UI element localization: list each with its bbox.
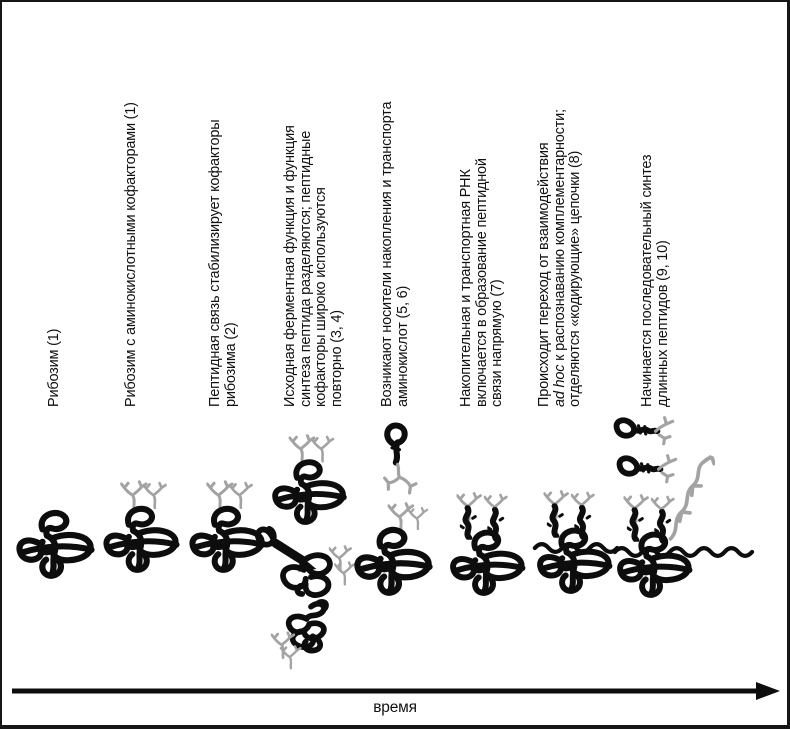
stage-label-8 bbox=[640, 155, 671, 407]
proto-ribosome-with-trna-icon bbox=[446, 490, 532, 598]
ribozyme-icon bbox=[14, 508, 96, 581]
label-line: Исходная ферментная функция и функция bbox=[282, 125, 298, 407]
ribozyme-with-cofactors-icon bbox=[352, 500, 434, 598]
ad-hoc-italic: ad hoc bbox=[551, 364, 568, 407]
ribozyme-with-cofactors-icon bbox=[270, 432, 348, 527]
stage-label-2 bbox=[124, 102, 140, 407]
stage-label-5 bbox=[380, 102, 411, 407]
ribozyme-splitting-arrow-icon bbox=[254, 520, 352, 602]
peptide-tangle-icon bbox=[268, 598, 340, 666]
label-line: аминокислот (5, 6) bbox=[394, 285, 411, 407]
stage-label-7 bbox=[537, 109, 584, 407]
label-line: рибозима (2) bbox=[222, 322, 239, 407]
label-line: повторно (3, 4) bbox=[328, 310, 345, 407]
axis-arrowhead-icon bbox=[756, 682, 780, 700]
label-line: Рибозим с аминокислотными кофакторами (1) bbox=[123, 102, 139, 407]
amino-acid-carrier-icon bbox=[381, 420, 427, 494]
label-line-rest: к распознаванию комплементарности; bbox=[551, 109, 568, 365]
stage-label-3 bbox=[208, 120, 239, 407]
label-line: длинных пептидов (9, 10) bbox=[654, 240, 671, 407]
stage-label-1 bbox=[47, 329, 63, 407]
label-line: Возникают носители накопления и транспорта bbox=[379, 101, 395, 407]
stage-label-4 bbox=[283, 125, 345, 407]
ribozyme-with-cofactors-icon bbox=[101, 478, 181, 575]
label-line: Пептидная связь стабилизирует кофакторы bbox=[207, 119, 223, 407]
label-line: синтеза пептида разделяются; пептидные bbox=[297, 130, 314, 407]
label-line: Накопительная и транспортная РНК bbox=[458, 169, 474, 407]
label-line: Происходит переход от взаимодействия bbox=[536, 142, 552, 407]
label-line: отделяются «кодирующие» цепочки (8) bbox=[567, 150, 583, 407]
proto-ribosome-with-mrna-icon bbox=[533, 488, 619, 596]
label-line bbox=[553, 109, 569, 407]
amino-acid-carrier-icon bbox=[610, 415, 676, 451]
label-line: связи напрямую (7) bbox=[489, 279, 505, 407]
label-line: Рибозим (1) bbox=[46, 328, 62, 407]
time-axis-label: время bbox=[373, 699, 417, 716]
label-line: включается в образование пептидной bbox=[473, 158, 490, 407]
label-line: кофакторы широко используются bbox=[313, 187, 329, 407]
stage-label-6 bbox=[459, 158, 506, 407]
ribosome-synthesizing-peptide-icon bbox=[613, 492, 765, 600]
label-line: Начинается последовательный синтез bbox=[639, 154, 655, 407]
long-peptide-wavy-strand bbox=[615, 548, 752, 556]
